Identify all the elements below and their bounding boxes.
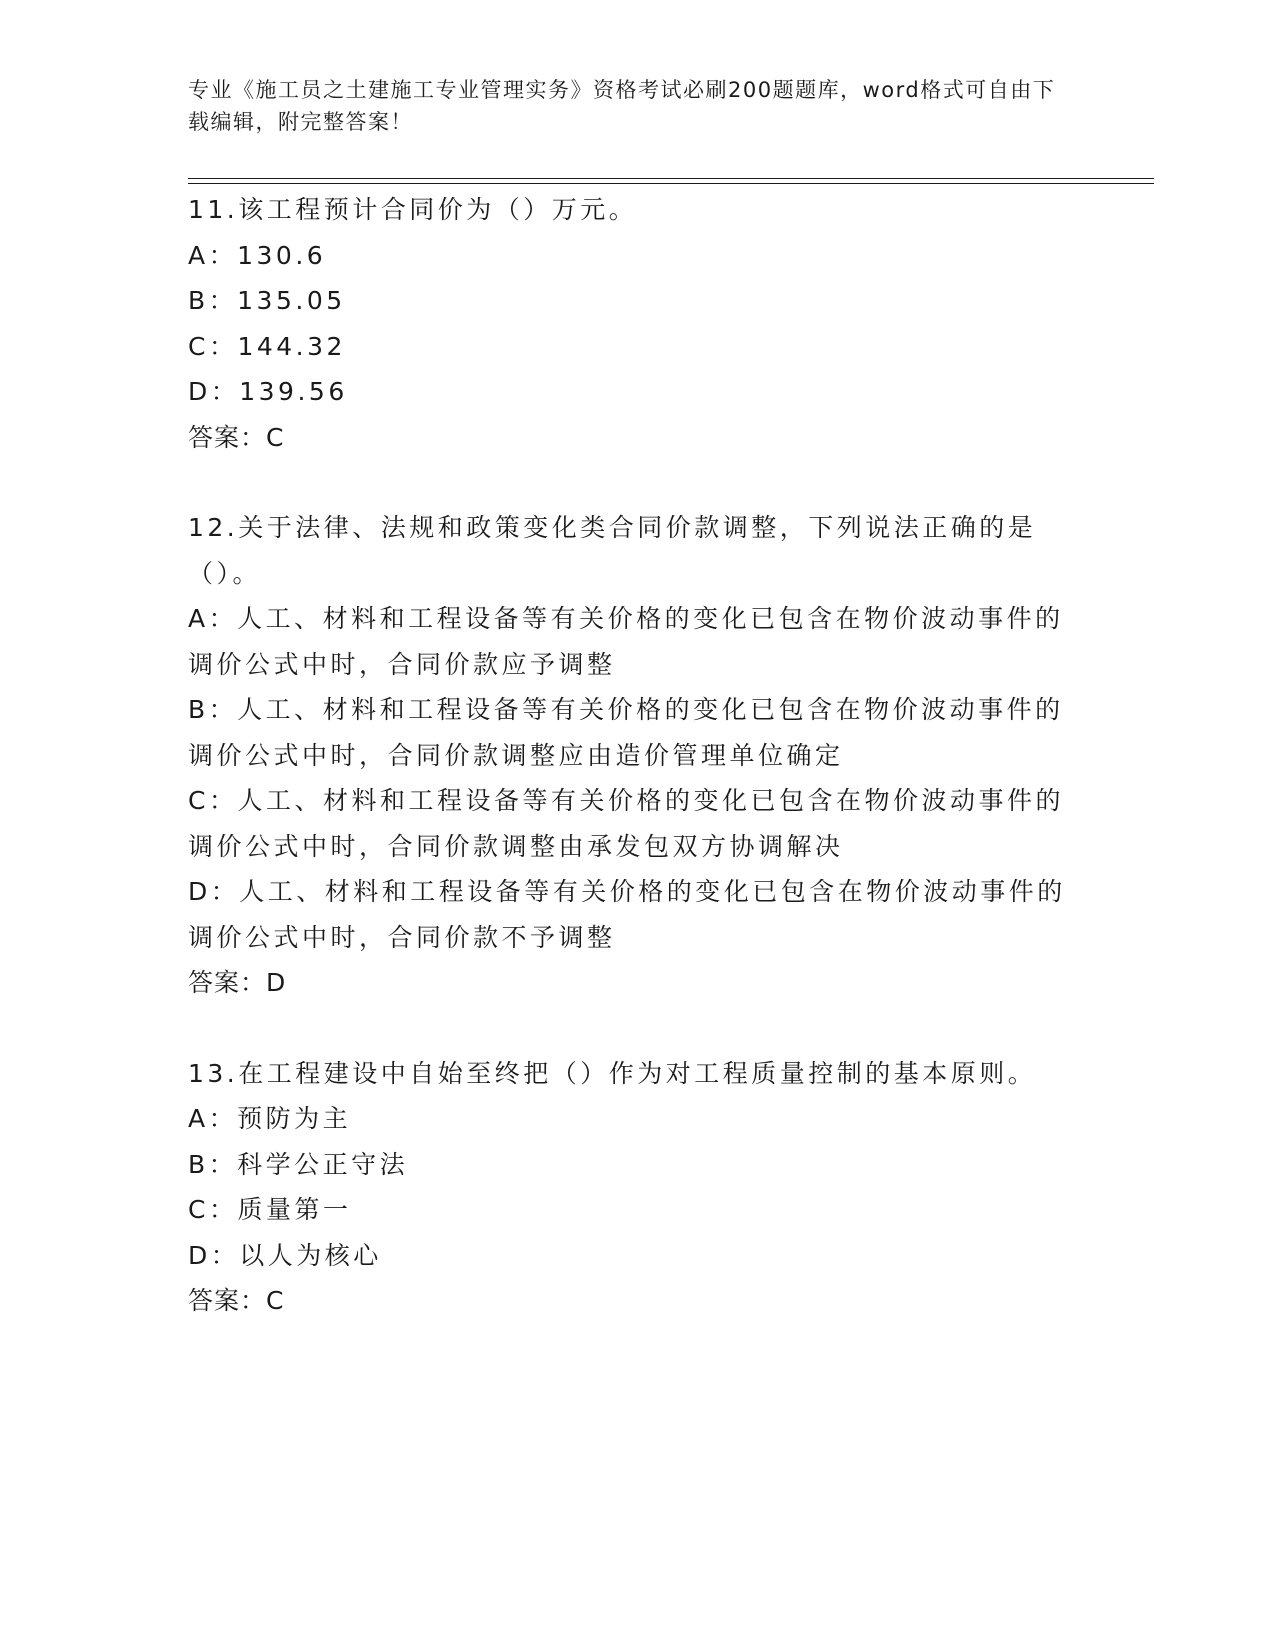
document-header: 专业《施工员之土建施工专业管理实务》资格考试必刷200题题库，word格式可自由下载编辑，附完整答案！ [188, 78, 1056, 134]
option-a: A：人工、材料和工程设备等有关价格的变化已包含在物价波动事件的调价公式中时，合同价款应予调整 [188, 604, 1064, 679]
question-stem: 13.在工程建设中自始至终把（）作为对工程质量控制的基本原则。 [188, 1058, 1037, 1088]
answer-label: 答案： [188, 968, 267, 997]
header-divider-top [188, 178, 1154, 179]
answer-line [188, 960, 1088, 1006]
answer-value: D [266, 968, 287, 997]
question-13 [188, 1051, 1088, 1324]
answer-label: 答案： [188, 1286, 267, 1315]
answer-value: C [266, 1286, 285, 1315]
option-a: A：130.6 [188, 240, 327, 270]
option-b: B：科学公正守法 [188, 1149, 409, 1179]
option-c: C：质量第一 [188, 1195, 352, 1224]
question-list [188, 187, 1088, 1324]
option-d: D：139.56 [188, 377, 348, 406]
question-stem: 12.关于法律、法规和政策变化类合同价款调整，下列说法正确的是（）。 [188, 513, 1037, 588]
option-c: C：144.32 [188, 331, 346, 361]
question-stem: 11.该工程预计合同价为（）万元。 [188, 195, 638, 224]
answer-label: 答案： [188, 422, 267, 452]
answer-line [188, 1278, 1088, 1324]
option-a: A：预防为主 [188, 1104, 352, 1133]
answer-line [188, 415, 1088, 461]
question-11 [188, 187, 1088, 460]
option-d: D：人工、材料和工程设备等有关价格的变化已包含在物价波动事件的调价公式中时，合同价款不予调整 [188, 877, 1066, 952]
option-c: C：人工、材料和工程设备等有关价格的变化已包含在物价波动事件的调价公式中时，合同价款调整由承发包双方协调解决 [188, 786, 1064, 861]
question-12 [188, 505, 1088, 1006]
header-divider-bottom [188, 183, 1154, 184]
answer-value: C [266, 422, 285, 452]
option-b: B：人工、材料和工程设备等有关价格的变化已包含在物价波动事件的调价公式中时，合同价款调整应由造价管理单位确定 [188, 695, 1064, 770]
option-b: B：135.05 [188, 286, 346, 315]
option-d: D：以人为核心 [188, 1240, 382, 1270]
